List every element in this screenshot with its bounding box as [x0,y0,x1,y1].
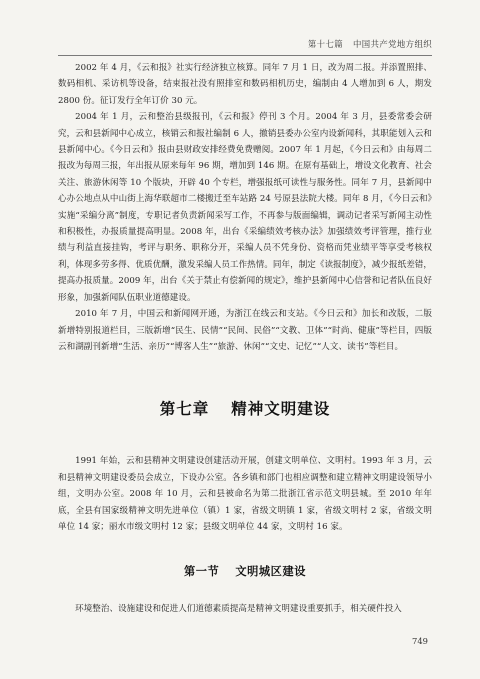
page-body [58,60,432,618]
chapter-number: 第七章 [159,400,210,419]
section-title: 文明城区建设 [235,565,307,579]
running-head-title: 中国共产党地方组织 [353,39,432,49]
chapter-heading [58,397,432,419]
section-number: 第一节 [183,565,220,579]
paragraph-2004-news-center: 2004 年 1 月，云和整治县级报刊，《云和报》停刊 3 个月。2004 年 3 月，县委常委会研究，云和县新闻中心成立，核销云和报社编制 6 人，撤销县委办公室内设新闻科，其职能划入云和县新闻中心。《今日云和》报由县财政安排经费免费赠阅。2007 年 1 月起，《今日云和》由每周二报改为每周三报，年出报从原来每年 96 期，增加到 146 期。在原有基础上，增设文化教育、社会关注、旅游休闲等 10 个版块，开辟 40 个专栏，增强报纸可读性与服务性。同年 7 月，县新闻中心办公地点从中山街上海华联超市二楼搬迁至车站路 24 号原县法院大楼。同年 8 月，《今日云和》实施“采编分离”制度，专职记者负责新闻采写工作，不再参与版面编辑，调动记者采写新闻主动性和积极性，办报质量提高明显。2008 年，出台《采编绩效考核办法》加强绩效考评管理，推行业绩与利益直接挂钩，考评与职务、职称分开，采编人员不凭身份、资格而凭业绩平等享受考核权利，体现多劳多得、优质优酬，激发采编人员工作热情。同年，制定《读报制度》，减少报纸差错，提高办报质量。2009 年，出台《关于禁止有偿新闻的规定》，维护县新闻中心信誉和记者队伍良好形象，加强新闻队伍职业道德建设。 [58,112,432,303]
section-intro-paragraph: 环境整治、设施建设和促进人们道德素质提高是精神文明建设重要抓手，相关硬件投入 [75,604,402,615]
page-number: 749 [412,636,428,646]
section-heading [58,563,432,579]
header-rule [58,55,432,56]
chapter-intro-paragraph: 1991 年始，云和县精神文明建设创建活动开展，创建文明单位、文明村。1993 年 3 月，云和县精神文明建设委员会成立，下设办公室。各乡镇和部门也相应调整和建立精神文明建设领导小组，文明办公室。2008 年 10 月，云和县被命名为第二批浙江省示范文明县城。至 2010 年年底，全县有国家级精神文明先进单位（镇）1 家，省级文明镇 1 家，省级文明村 2 家，省级文明单位 14 家；丽水市级文明村 12 家；县级文明单位 44 家，文明村 16 家。 [58,456,432,532]
paragraph-2002-newspaper: 2002 年 4 月，《云和报》社实行经济独立核算。同年 7 月 1 日，改为周二报。并添置照排、数码相机、采访机等设备，结束报社没有照排室和数码相机历史，编制由 4 人增加到 6 人，期发 2800 份。征订发行全年订价 30 元。 [58,63,432,106]
paragraph-2010-news-website: 2010 年 7 月，中国云和新闻网开通，为浙江在线云和支站。《今日云和》加长和改版，二版新增特别报道栏目，三版新增“民生、民情”“民间、民俗”“文教、卫体”“时尚、健康”等栏目，四版云和湖副刊新增“生活、亲历”“博客人生”“旅游、休闲”“文史、记忆”“人文、读书”等栏目。 [58,309,432,352]
chapter-title: 精神文明建设 [231,400,331,419]
running-head-part: 第十七篇 [307,39,344,49]
running-head [308,38,432,50]
